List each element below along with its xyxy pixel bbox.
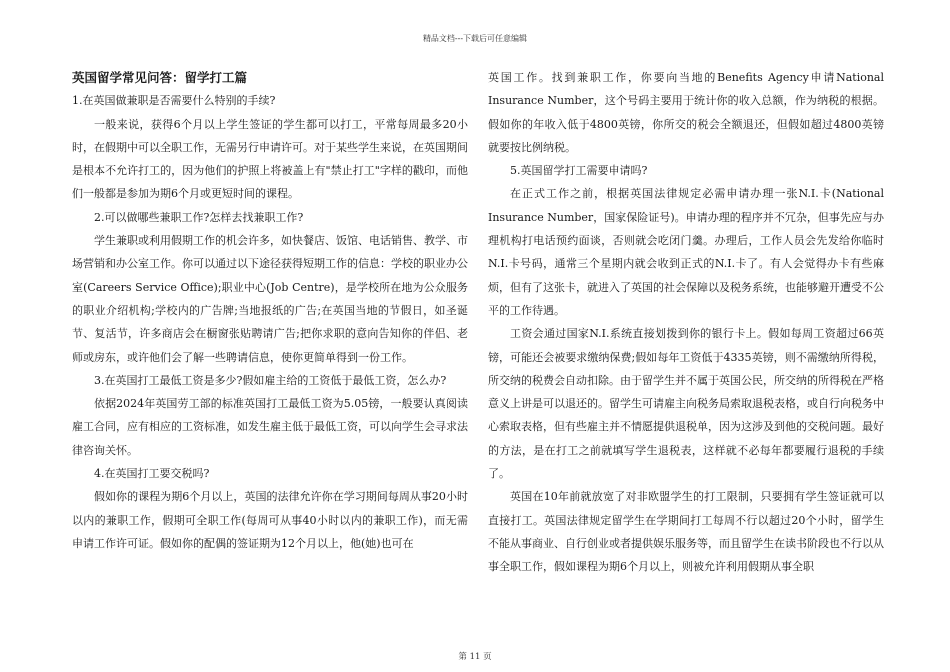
question-5: 5.英国留学打工需要申请吗? bbox=[510, 164, 648, 178]
answer-5-part-2: 工资会通过国家N.I.系统直接划拨到你的银行卡上。假如每周工资超过66英镑，可能还会被要求缴纳保费;假如每年工资低于4335英镑，则不需缴纳所得税，所交纳的税费会自动扣除。由于留学生并不属于英国公民，所交纳的所得税在严格意义上讲是可以退还的。留学生可请雇主向税务局索取退税表格，或自行向税务中心索取表格，但有些雇主并不情愿提供退税单，因为这涉及到他的交税问题。最好的方法，是在打工之前就填写学生退税表，这样就不必每年都要履行退税的手续了。 bbox=[488, 327, 884, 481]
answer-3: 依据2024年英国劳工部的标准英国打工最低工资为5.05镑，一般要认真阅读雇工合同，应有相应的工资标准，如发生雇主低于最低工资，可以向学生会寻求法律咨询关怀。 bbox=[72, 397, 468, 457]
page-number: 第 11 页 bbox=[458, 652, 492, 662]
question-4: 4.在英国打工要交税吗? bbox=[94, 467, 210, 481]
answer-4: 假如你的课程为期6个月以上，英国的法律允许你在学习期间每周从事20小时以内的兼职工作，假期可全职工作(每周可从事40小时以内的兼职工作)，而无需申请工作许可证。假如你的配偶的签证期为12个月以上，他(她)也可在 bbox=[72, 490, 468, 550]
answer-4-continued: 英国工作。找到兼职工作，你要向当地的Benefits Agency申请National Insurance Number，这个号码主要用于统计你的收入总额，作为纳税的根据。假如你的年收入低于4800英镑，你所交的税会全额退还，但假如超过4800英镑就要按比例纳税。 bbox=[488, 71, 884, 154]
question-1: 1.在英国做兼职是否需要什么特别的手续? bbox=[72, 94, 276, 108]
answer-5-part-3: 英国在10年前就放宽了对非欧盟学生的打工限制，只要拥有学生签证就可以直接打工。英国法律规定留学生在学期间打工每周不行以超过20个小时，留学生不能从事商业、自行创业或者提供娱乐服务等，而且留学生在读书阶段也不行以从事全职工作，假如课程为期6个月以上，则被允许利用假期从事全职 bbox=[488, 490, 884, 574]
article-title: 英国留学常见问答：留学打工篇 bbox=[72, 70, 248, 85]
right-column bbox=[488, 66, 884, 579]
question-2: 2.可以做哪些兼职工作?怎样去找兼职工作? bbox=[94, 210, 304, 224]
answer-5: 在正式工作之前，根据英国法律规定必需申请办理一张N.I.卡(National Insurance Number，国家保险证号)。申请办理的程序并不冗杂，但事先应与办理机构打电话预约面谈，否则就会吃闭门羹。办理后，工作人员会先发给你临时N.I.卡号码，通常三个星期内就会收到正式的N.I.卡了。有人会觉得办卡有些麻烦，但有了这张卡，就进入了英国的社会保障以及税务系统，也能够避开遭受不公平的工作待遇。 bbox=[488, 187, 884, 317]
left-column bbox=[72, 66, 468, 555]
question-3: 3.在英国打工最低工资是多少?假如雇主给的工资低于最低工资，怎么办? bbox=[94, 373, 447, 387]
page-header: 精品文档---下载后可任意编辑 bbox=[422, 34, 528, 43]
answer-1: 一般来说，获得6个月以上学生签证的学生都可以打工，平常每周最多20小时，在假期中可以全职工作，无需另行申请许可。对于某些学生来说，在英国期间是根本不允许打工的，因为他们的护照上将被盖上有"禁止打工"字样的戳印，而他们一般都是参加为期6个月或更短时间的课程。 bbox=[72, 117, 468, 201]
answer-2: 学生兼职或利用假期工作的机会许多，如快餐店、饭馆、电话销售、教学、市场营销和办公室工作。你可以通过以下途径获得短期工作的信息：学校的职业办公室(Careers Service Office);职业中心(Job Centre)，是学校所在地为公众服务的职业介绍机构;学校内的广告牌;当地报纸的广告;在英国当地的节假日，如圣诞节、复活节，许多商店会在橱窗张贴聘请广告;把你求职的意向告知你的伴侣、老师或房东，或许他们会了解一些聘请信息，使你更简单得到一份工作。 bbox=[72, 234, 468, 364]
